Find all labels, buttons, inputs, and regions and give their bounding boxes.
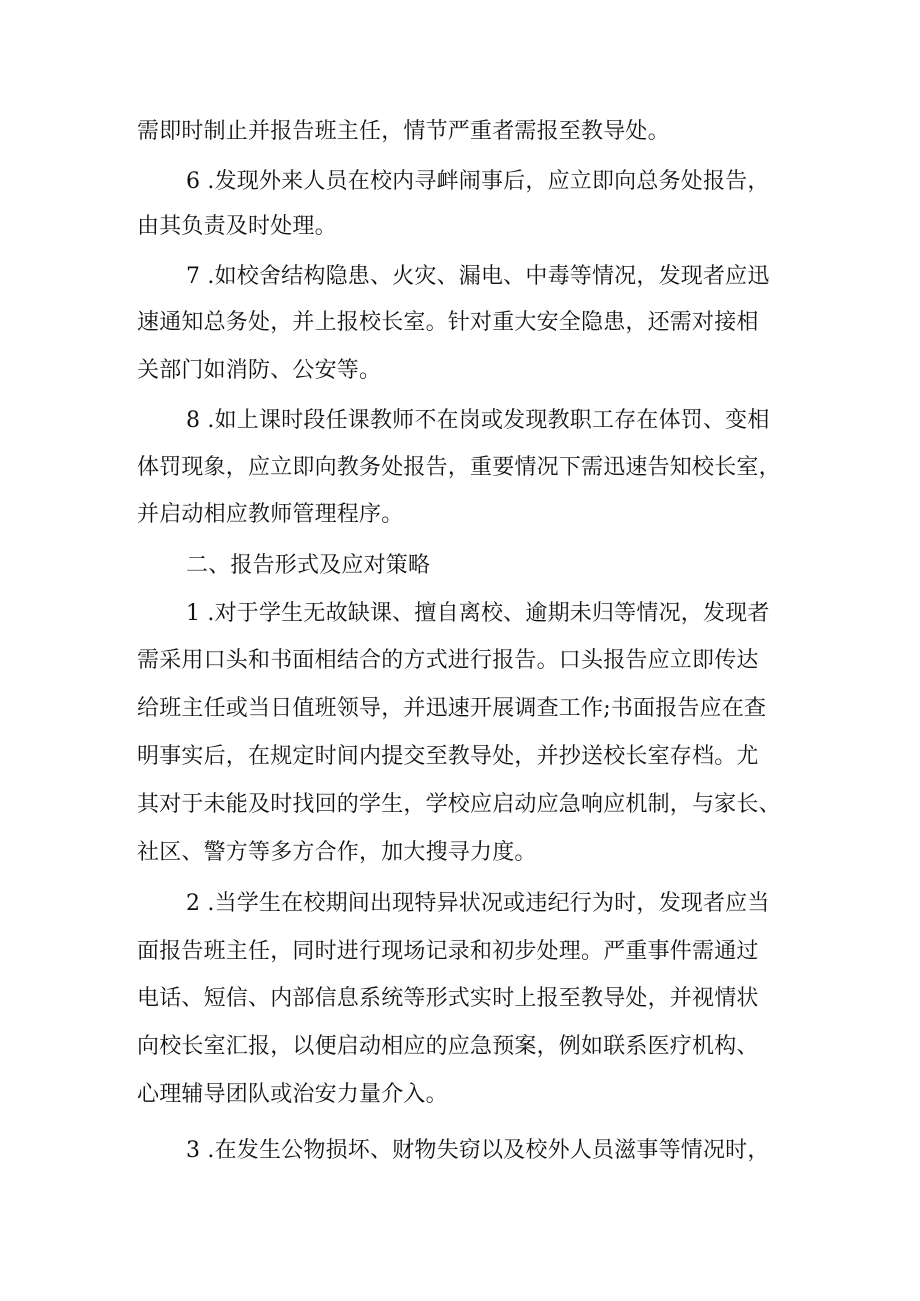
paragraph-line: 8 .如上课时段任课教师不在岗或发现教职工存在体罚、变相 xyxy=(186,408,770,433)
paragraph-line: 2 .当学生在校期间出现特异状况或违纪行为时，发现者应当 xyxy=(186,891,770,916)
section-heading: 二、报告形式及应对策略 xyxy=(186,553,431,578)
paragraph-line: 明事实后，在规定时间内提交至教导处，并抄送校长室存档。尤 xyxy=(137,744,759,769)
paragraph-line: 7 .如校舍结构隐患、火灾、漏电、中毒等情况，发现者应迅 xyxy=(186,264,770,289)
paragraph-line: 速通知总务处，并上报校长室。针对重大安全隐患，还需对接相 xyxy=(137,310,759,335)
paragraph-line: 6 .发现外来人员在校内寻衅闹事后，应立即向总务处报告， xyxy=(186,169,770,194)
paragraph-line: 1 .对于学生无故缺课、擅自离校、逾期未归等情况，发现者 xyxy=(186,601,770,626)
paragraph-line: 面报告班主任，同时进行现场记录和初步处理。严重事件需通过 xyxy=(137,939,759,964)
paragraph-line: 需即时制止并报告班主任，情节严重者需报至教导处。 xyxy=(137,119,670,144)
paragraph-line: 并启动相应教师管理程序。 xyxy=(137,502,404,527)
paragraph-line: 由其负责及时处理。 xyxy=(137,214,337,239)
paragraph-line: 电话、短信、内部信息系统等形式实时上报至教导处，并视情状 xyxy=(137,986,759,1011)
paragraph-line: 体罚现象，应立即向教务处报告，重要情况下需迅速告知校长室， xyxy=(137,455,781,480)
paragraph-line: 需采用口头和书面相结合的方式进行报告。口头报告应立即传达 xyxy=(137,648,759,673)
paragraph-line: 向校长室汇报，以便启动相应的应急预案，例如联系医疗机构、 xyxy=(137,1034,759,1059)
paragraph-line: 其对于未能及时找回的学生，学校应启动应急响应机制，与家长、 xyxy=(137,792,781,817)
paragraph-line: 关部门如消防、公安等。 xyxy=(137,358,382,383)
paragraph-line: 3 .在发生公物损坏、财物失窃以及校外人员滋事等情况时， xyxy=(186,1138,770,1163)
paragraph-line: 给班主任或当日值班领导，并迅速开展调查工作;书面报告应在查 xyxy=(137,696,767,721)
paragraph-line: 心理辅导团队或治安力量介入。 xyxy=(137,1082,448,1107)
paragraph-line: 社区、警方等多方合作，加大搜寻力度。 xyxy=(137,840,537,865)
